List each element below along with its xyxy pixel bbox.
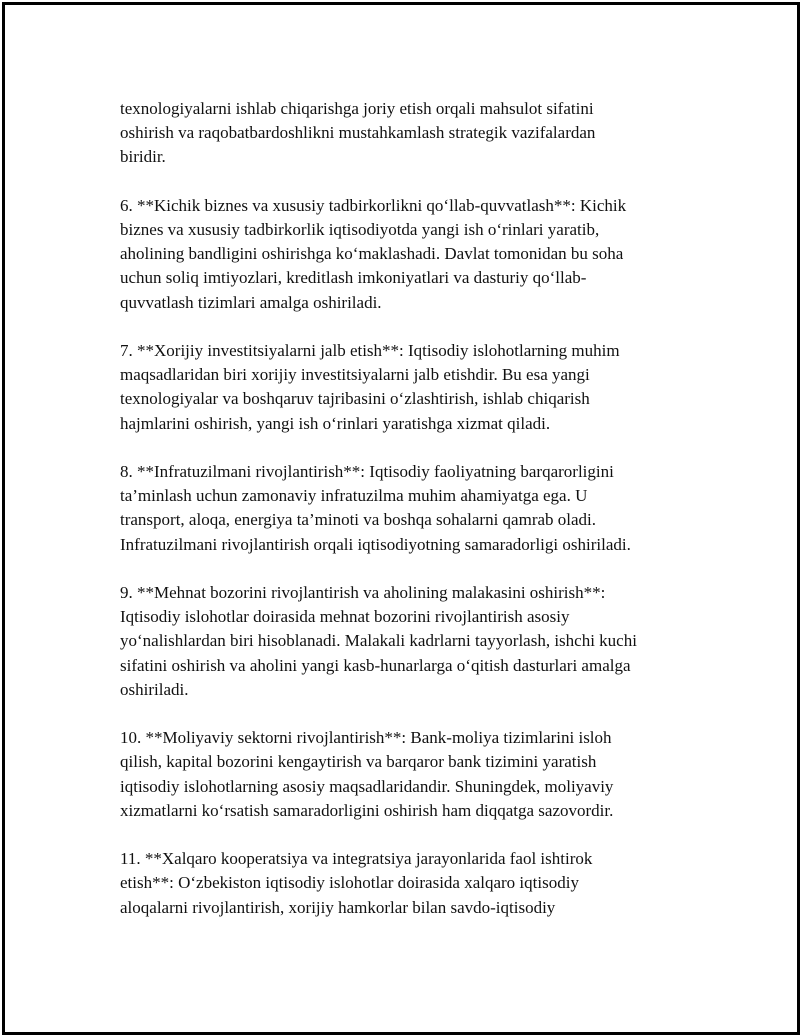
text-line: 10. **Moliyaviy sektorni rivojlantirish**: Bank-moliya tizimlarini isloh xyxy=(120,728,612,748)
text-line: biznes va xususiy tadbirkorlik iqtisodiyotda yangi ish o‘rinlari yaratib, xyxy=(120,220,600,239)
page-frame xyxy=(2,2,800,1035)
text-line: sifatini oshirish va aholini yangi kasb-hunarlarga o‘qitish dasturlari amalga xyxy=(120,655,631,675)
text-line: oshiriladi. xyxy=(120,679,189,699)
paragraph-item-7 xyxy=(120,339,680,436)
paragraph-item-10 xyxy=(120,726,680,823)
text-line: uchun soliq imtiyozlari, kreditlash imkoniyatlari va dasturiy qo‘llab- xyxy=(120,268,587,288)
text-line: texnologiyalar va boshqaruv tajribasini o‘zlashtirish, ishlab chiqarish xyxy=(120,389,590,409)
text-line: aholining bandligini oshirishga ko‘maklashadi. Davlat tomonidan bu soha xyxy=(120,244,624,264)
text-line: aloqalarni rivojlantirish, xorijiy hamkorlar bilan savdo-iqtisodiy xyxy=(120,897,556,917)
text-line: 11. **Xalqaro kooperatsiya va integratsiya jarayonlarida faol ishtirok xyxy=(120,849,593,869)
text-line: iqtisodiy islohotlarning asosiy maqsadlaridandir. Shuningdek, moliyaviy xyxy=(120,776,614,796)
paragraph-item-11 xyxy=(120,847,680,920)
text-line: texnologiyalarni ishlab chiqarishga joriy etish orqali mahsulot sifatini xyxy=(120,99,594,118)
paragraph-item-9 xyxy=(120,581,680,702)
text-line: 6. **Kichik biznes va xususiy tadbirkorlikni qo‘llab-quvvatlash**: Kichik xyxy=(120,195,627,215)
paragraph-item-8 xyxy=(120,460,680,557)
text-line: qilish, kapital bozorini kengaytirish va barqaror bank tizimini yaratish xyxy=(120,752,597,772)
text-line: hajmlarini oshirish, yangi ish o‘rinlari yaratishga xizmat qiladi. xyxy=(120,413,551,433)
text-line: biridir. xyxy=(120,147,166,167)
text-line: oshirish va raqobatbardoshlikni mustahkamlash strategik vazifalardan xyxy=(120,123,596,143)
text-line: xizmatlarni ko‘rsatish samaradorligini oshirish ham diqqatga sazovordir. xyxy=(120,800,614,820)
text-line: etish**: O‘zbekiston iqtisodiy islohotlar doirasida xalqaro iqtisodiy xyxy=(120,873,579,893)
paragraph-item-6 xyxy=(120,194,680,315)
text-line: ta’minlash uchun zamonaviy infratuzilma muhim ahamiyatga ega. U xyxy=(120,486,588,506)
text-line: quvvatlash tizimlari amalga oshiriladi. xyxy=(120,292,382,312)
text-line: maqsadlaridan biri xorijiy investitsiyalarni jalb etishdir. Bu esa yangi xyxy=(120,365,590,385)
text-line: 8. **Infratuzilmani rivojlantirish**: Iqtisodiy faoliyatning barqarorligini xyxy=(120,462,614,481)
text-line: Iqtisodiy islohotlar doirasida mehnat bozorini rivojlantirish asosiy xyxy=(120,607,570,627)
text-line: Infratuzilmani rivojlantirish orqali iqtisodiyotning samaradorligi oshiriladi. xyxy=(120,534,631,554)
text-line: 9. **Mehnat bozorini rivojlantirish va aholining malakasini oshirish**: xyxy=(120,583,606,602)
paragraph-intro xyxy=(120,97,680,170)
document-text xyxy=(120,97,680,944)
text-line: 7. **Xorijiy investitsiyalarni jalb etish**: Iqtisodiy islohotlarning muhim xyxy=(120,341,620,360)
text-line: transport, aloqa, energiya ta’minoti va boshqa sohalarni qamrab oladi. xyxy=(120,510,597,530)
text-line: yo‘nalishlardan biri hisoblanadi. Malakali kadrlarni tayyorlash, ishchi kuchi xyxy=(120,631,637,651)
